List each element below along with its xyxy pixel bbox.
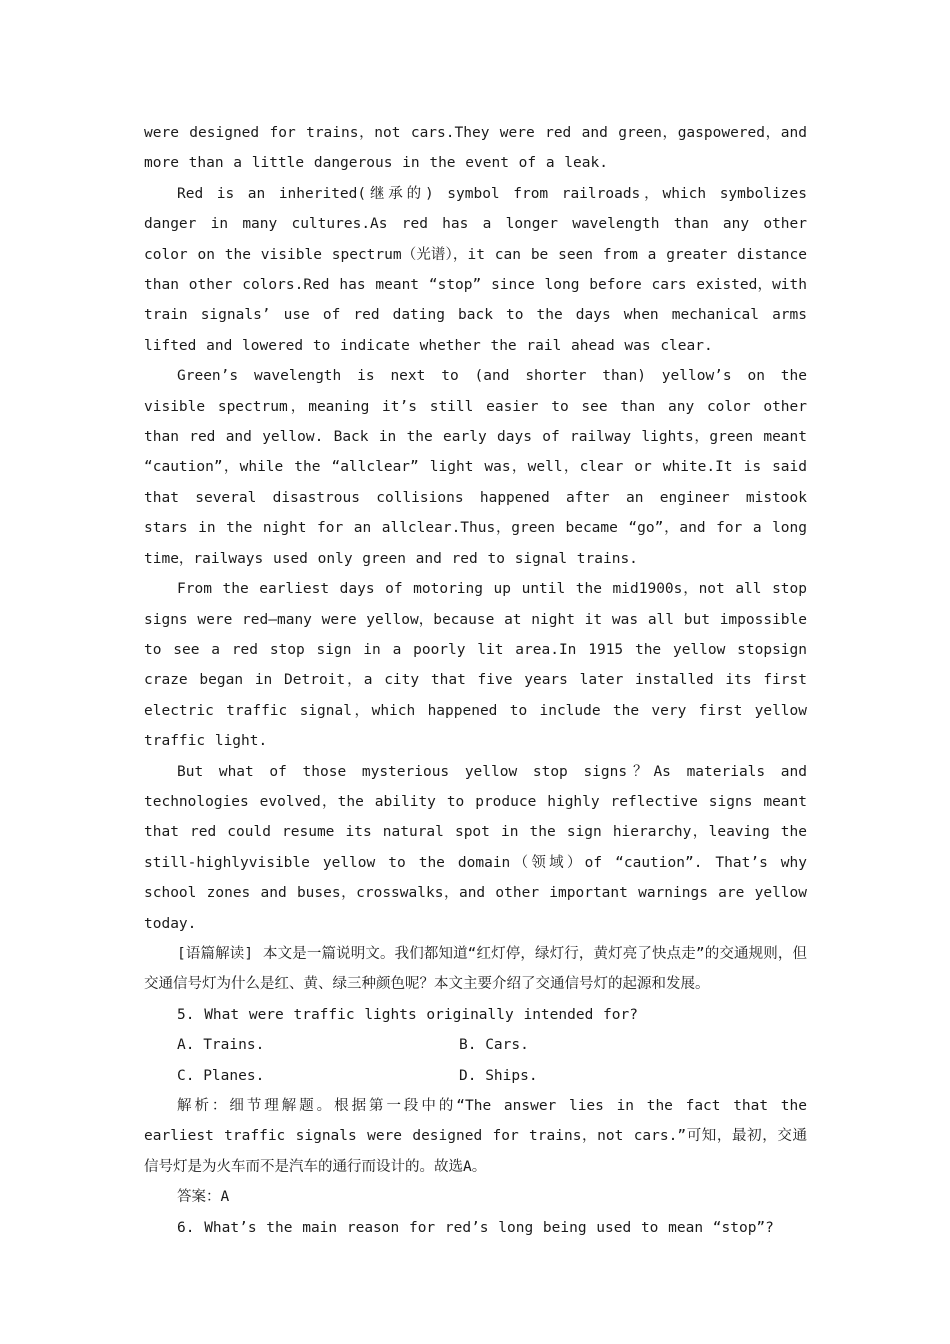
passage-paragraph-yellow: From the earliest days of motoring up until the mid1900s，not all stop signs were red—many were yellow，because at night it was all but impossible to see a red stop sign in a poorly lit area.In 1915 the yellow stopsign craze began in Detroit，a city that five years later installed its first electric traffic signal，which happened to include the very first yellow traffic light. [144,581,807,750]
passage-paragraph-red: Red is an inherited(继承的) symbol from railroads，which symbolizes danger in many cultures.As red has a longer wavelength than any other color on the visible spectrum（光谱），it can be seen from a greater distance than other colors.Red has meant “stop” since long before cars existed，with train signals’ use of red dating back to the days when mechanical arms lifted and lowered to indicate whether the rail ahead was clear. [144,185,807,354]
discourse-analysis [144,939,807,1000]
question-5-option-c: C. Planes. [177,1067,265,1084]
question-6-stem: 6. What’s the main reason for red’s long being used to mean “stop”? [177,1219,774,1236]
question-5-stem: 5. What were traffic lights originally intended for? [177,1006,638,1023]
passage-paragraph-green: Green’s wavelength is next to (and shorter than) yellow’s on the visible spectrum，meaning it’s still easier to see than any color other than red and yellow. Back in the early days of railway lights，green meant “caution”，while the “allclear” light was，well，clear or white.It is said that several disastrous collisions happened after an engineer mistook stars in the night for an allclear.Thus，green became “go”，and for a long time，railways used only green and red to signal trains. [144,368,807,567]
discourse-analysis-label: [语篇解读] [177,945,254,962]
passage-paragraph-evolution: But what of those mysterious yellow stop signs？As materials and technologies evolved，the ability to produce highly reflective signs meant that red could resume its natural spot in the sign hierarchy，leaving the still-highlyvisible yellow to the domain（领域）of “caution”. That’s why school zones and buses，crosswalks，and other important warnings are yellow today. [144,763,807,932]
discourse-analysis-text: 本文是一篇说明文。我们都知道“红灯停，绿灯行，黄灯亮了快点走”的交通规则，但交通信号灯为什么是红、黄、绿三种颜色呢？本文主要介绍了交通信号灯的起源和发展。 [144,945,807,993]
document-body [144,118,807,1243]
question-5-options-row-2 [144,1061,807,1091]
question-5-option-d: D. Ships. [459,1067,538,1084]
question-5-answer: 答案：A [177,1189,230,1206]
question-5-options-row-1 [144,1030,807,1060]
passage-paragraph-continued: were designed for trains，not cars.They were red and green，gaspowered，and more than a little dangerous in the event of a leak. [144,125,807,172]
question-5-option-b: B. Cars. [459,1037,529,1054]
question-5-explanation: 解析：细节理解题。根据第一段中的“The answer lies in the fact that the earliest traffic signals were designed for trains，not cars.”可知，最初，交通信号灯是为火车而不是汽车的通行而设计的。故选A。 [144,1098,807,1175]
question-5-option-a: A. Trains. [177,1037,265,1054]
